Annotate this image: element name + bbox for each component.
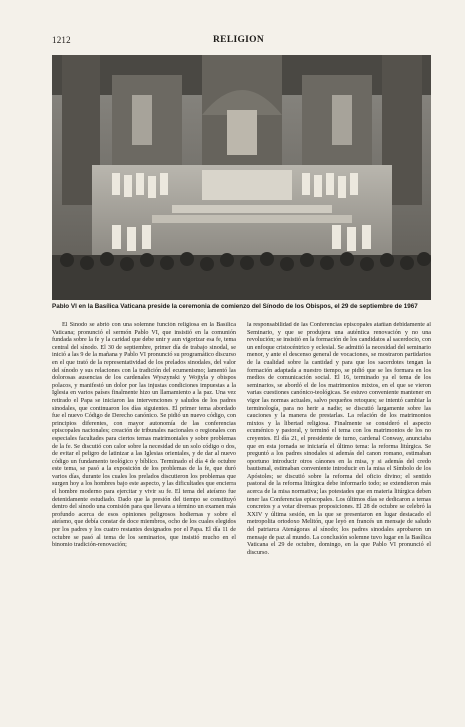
article-column-left — [52, 322, 236, 717]
page-number: 1212 — [52, 35, 71, 45]
photo-caption: Pablo VI en la Basílica Vaticana preside la ceremonia de comienzo del Sínodo de los Obispos, el 29 de septiembre de 1967 — [52, 303, 418, 310]
article-column-right — [247, 322, 431, 717]
photo-illustration — [52, 55, 431, 300]
column-left-text: El Sínodo se abrió con una solemne función religiosa en la Basílica Vaticana; pronunció el sermón Pablo VI, que insistió en la comunión fundada sobre la fe y la caridad que debe unir y aun vigorizar esa fe, tema central del sínodo. El 30 de septiembre, primer día de trabajo sinodal, se inició a las 9 de la mañana y Pablo VI pronunció su programático discurso en el que trató de la representatividad de los prelados sinodales, del valor del sínodo y sus relaciones con la tradición del ecumenismo; lamentó las dolorosas ausencias de los cardenales Wyszynski y Wojtyla y obispos polacos, y manifestó un dolor por las injustas condiciones impuestas a la Iglesia en varios países finalmente hizo un llamamiento a la paz. Una vez retirado el Papa se iniciaron las intervenciones y saludos de los padres sinodales, que continuaron los días siguientes. El primer tema abordado fue el nuevo Código de Derecho canónico. Se pidió un nuevo código, con principios diferentes, con mayor autonomía de las conferencias episcopales nacionales; creación de tribunales nacionales o regionales con especiales facultades para ciertos temas matrimoniales y sobre problemas de la fe. Se discutió con calor sobre la necesidad de un solo código o dos, de evitar el peligro de latinizar a las Iglesias orientales, y de dar al nuevo código un fundamento teológico y bíblico. Terminado el día 4 de octubre este tema, se pasó a la exposición de los problemas de la fe, que duró varios días, durante los cuales los prelados discutieron los problemas que surgen hoy a los hombres bajo este aspecto, y las dificultades que encierra el hombre moderno para ejercitar y vivir su fe. El tema del ateísmo fue detenidamente estudiado. Dado que la presión del tiempo se constituyó dentro del sínodo una comisión para que llevara a término un examen más profundo acerca de esos opiniones peligrosos hodiernas y sobre el ateísmo, que debía constar de doce miembros, ocho de los cuales elegidos por los padres y los cuatro restantes designados por el Papa. El día 11 de octubre se pasó al tema de los seminarios, que insistió mucho en el binomio tradición-renovación; — [52, 322, 236, 549]
page-header — [52, 35, 425, 47]
basilica-ceremony-photo — [52, 55, 431, 300]
column-right-text: la responsabilidad de las Conferencias episcopales atañían debidamente al Seminario, y que se produjera una auténtica renovación y no una revolución; se insistió en la formación de los candidatos al sacerdocio, con un enfoque cristocéntrico y eclesial. Se admitió la necesidad del seminario menor, y ante el descenso general de vocaciones, se mostraron partidarios de la cualidad sobre la cantidad y para que los sacerdotes tengan la formación adaptada a nuestro tiempo, se pidió que se les formara en los medios de comunicación social. El 16, terminado ya el tema de los seminarios, se abordó el de los matrimonios mixtos, en el que se vieron varias cuestiones canónico-teológicas. Se estuvo conveniente mantener en vigor las normas actuales, salvo pequeños retoques; se intentó cambiar la terminología, para no herir a nadie; se discutió largamente sobre las cauciones y la manera de prestarlas. La relación de los matrimonios mixtos y la libertad religiosa. Finalmente se consideró el aspecto ecuménico y pastoral, y terminó el tema con los matrimonios de los no creyentes. El día 21, el presidente de turno, cardenal Conway, anunciaba que en esta jornada se iniciaría el último tema: la reforma litúrgica. Se preguntó a los padres sinodales si además del canon romano, estimaban oportuno introducir otros cánones en la misa, y si además del credo bautismal, estimaban conveniente introducir en la misa el Símbolo de los Apóstoles; se discutió sobre la reforma del oficio divino; el sentido pastoral de la reforma litúrgica debe informarlo todo; se extendieron más acerca de la misa normativa; las potestades que en materia litúrgica deben tener las Conferencias episcopales. Los últimos días se dedicaron a temas concretos y a votar diversas proposiciones. El 28 de octubre se celebró la XXIV y última sesión, en la que se presentaron en lugar destacado el metropolita ortodoxo Melitón, que leyó en francés un mensaje de saludo del patriarca Atenágoras al sínodo; los padres sinodales aprobaron un mensaje de paz al mundo. La conclusión solemne tuvo lugar en la Basílica Vaticana el 29 de octubre, domingo, en la que Pablo VI pronunció el discurso. — [247, 322, 431, 556]
article-body — [52, 322, 431, 717]
section-title: RELIGION — [213, 35, 264, 45]
